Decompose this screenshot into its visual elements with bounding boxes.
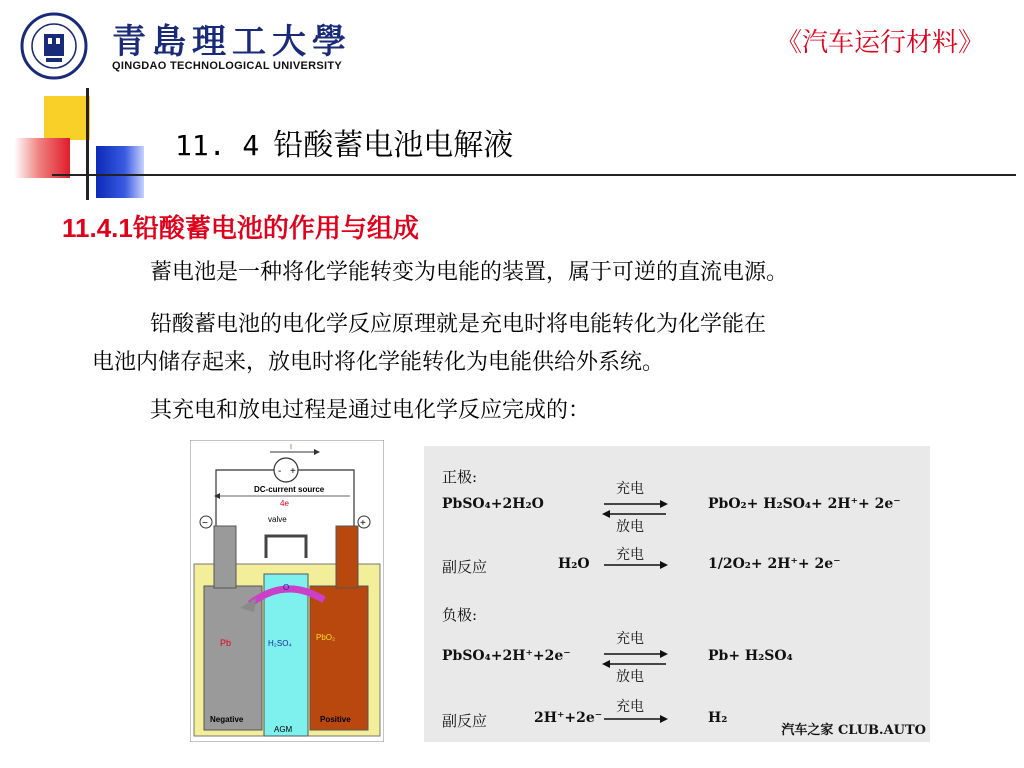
subsection-title xyxy=(62,208,419,245)
battery-diagram xyxy=(190,440,384,742)
section-title xyxy=(175,120,513,164)
negative-products: Pb+ H₂SO₄ xyxy=(708,648,793,664)
watermark: 汽车之家 CLUB.AUTO xyxy=(781,723,926,738)
course-title: 《汽车运行材料》 xyxy=(775,28,984,58)
discharge-label-1: 放电 xyxy=(616,519,644,535)
charge-label-1: 充电 xyxy=(616,481,644,497)
arrow-2 xyxy=(600,558,670,572)
arrow-4 xyxy=(600,712,670,726)
paragraph-1: 蓄电池是一种将化学能转变为电能的装置，属于可逆的直流电源。 xyxy=(150,260,789,285)
minus-terminal: − xyxy=(202,518,208,529)
decor-yellow-square xyxy=(44,96,90,140)
side-product-1: 1/2O₂+ 2H⁺+ 2e⁻ xyxy=(708,556,841,572)
negative-electrode-label: 负极: xyxy=(442,606,478,624)
paragraph-2-line-2: 电池内储存起来，放电时将化学能转化为电能供给外系统。 xyxy=(92,350,665,375)
section-number: 11. 4 xyxy=(175,129,260,162)
negative-plate-label: Pb xyxy=(220,638,232,648)
charge-label-2: 充电 xyxy=(616,547,644,563)
charge-label-3: 充电 xyxy=(616,631,644,647)
paragraph-3: 其充电和放电过程是通过电化学反应完成的： xyxy=(150,398,591,423)
subsection-title-text: 铅酸蓄电池的作用与组成 xyxy=(132,214,419,244)
side-reaction-label-1: 副反应 xyxy=(442,558,488,576)
positive-label: Positive xyxy=(320,715,351,724)
plus-terminal: + xyxy=(360,518,366,529)
positive-products: PbO₂+ H₂SO₄+ 2H⁺+ 2e⁻ xyxy=(708,496,901,512)
agm-label: AGM xyxy=(274,725,293,734)
negative-reactants: PbSO₄+2H⁺+2e⁻ xyxy=(442,648,571,664)
reactions-figure xyxy=(424,446,930,742)
current-label: I xyxy=(290,444,292,451)
subsection-number: 11.4.1 xyxy=(62,213,133,243)
title-underline xyxy=(52,174,1016,176)
oxygen-label: O xyxy=(283,583,290,592)
paragraph-2-line-1: 铅酸蓄电池的电化学反应原理就是充电时将电能转化为化学能在 xyxy=(150,312,767,337)
side-product-2: H₂ xyxy=(708,710,728,726)
side-reaction-label-2: 副反应 xyxy=(442,712,488,730)
section-title-text: 铅酸蓄电池电解液 xyxy=(273,128,514,163)
negative-label: Negative xyxy=(210,715,244,724)
dc-source-label: DC-current source xyxy=(254,485,325,494)
electrolyte-label: H₂SO₄ xyxy=(268,639,292,648)
charge-label-4: 充电 xyxy=(616,699,644,715)
university-logo xyxy=(20,12,88,80)
positive-reactants: PbSO₄+2H₂O xyxy=(442,496,544,512)
side-reactant-1: H₂O xyxy=(558,556,590,572)
positive-plate-label: PbO₂ xyxy=(316,633,336,642)
discharge-label-3: 放电 xyxy=(616,669,644,685)
decor-blue-square xyxy=(96,146,144,198)
positive-electrode-label: 正极: xyxy=(442,468,478,486)
electrons-label: 4e xyxy=(280,499,289,508)
decor-red-square xyxy=(14,138,70,178)
university-name-english: QINGDAO TECHNOLOGICAL UNIVERSITY xyxy=(112,60,343,72)
side-reactant-2: 2H⁺+2e⁻ xyxy=(534,710,603,726)
decor-vertical-line xyxy=(86,88,89,200)
svg-text:+: + xyxy=(290,466,296,477)
svg-text:-: - xyxy=(278,466,282,477)
university-name-chinese: 青島理工大學 xyxy=(112,22,352,62)
valve-label: valve xyxy=(268,515,287,524)
